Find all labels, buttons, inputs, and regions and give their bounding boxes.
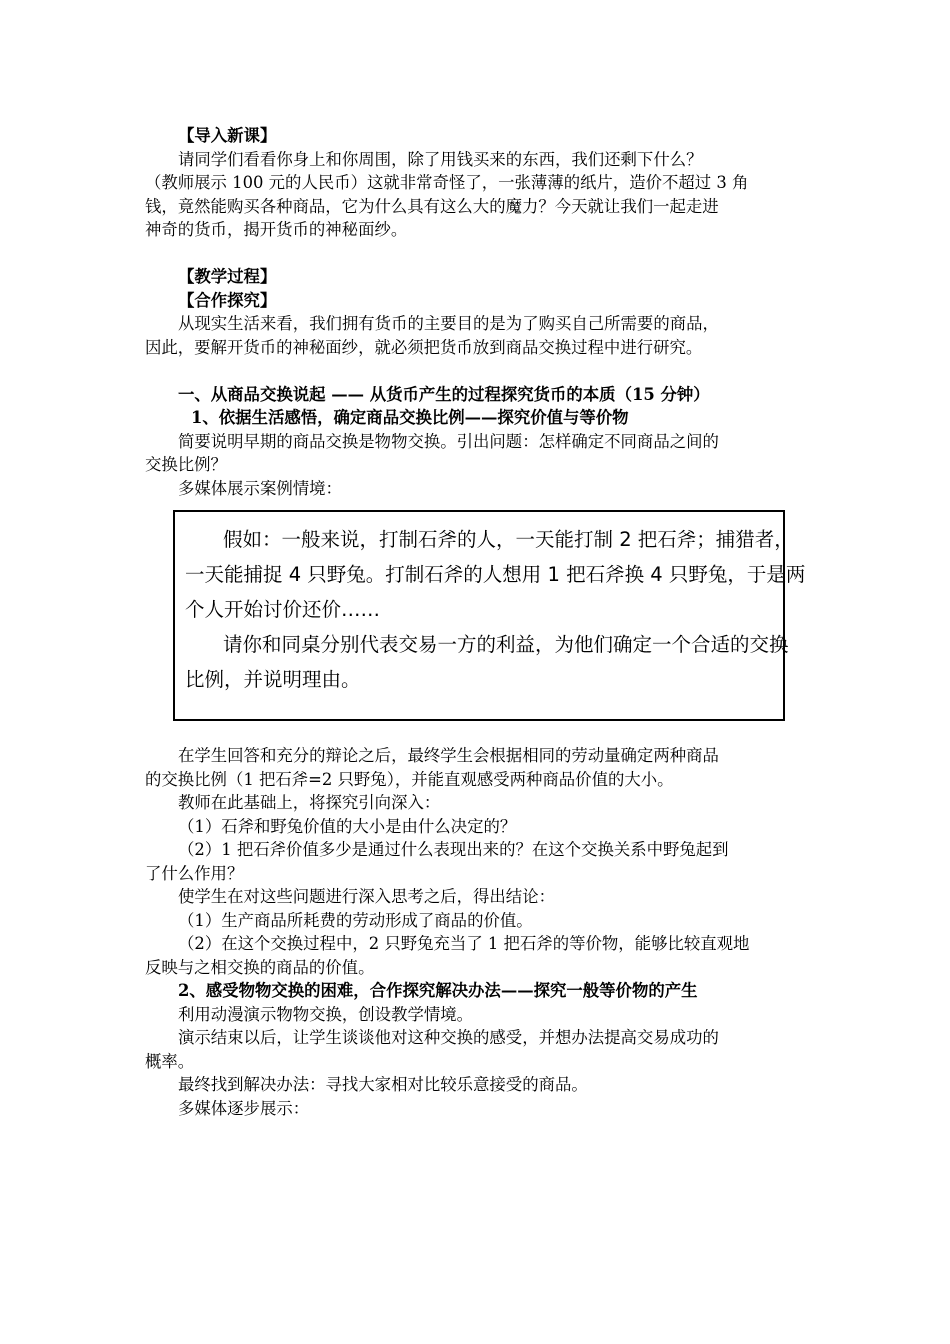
case-line: 个人开始讨价还价…… (185, 598, 381, 621)
paragraph-line: 使学生在对这些问题进行深入思考之后，得出结论： (178, 887, 555, 906)
case-line: 请你和同桌分别代表交易一方的利益，为他们确定一个合适的交换 (223, 633, 789, 656)
paragraph-line: 在学生回答和充分的辩论之后，最终学生会根据相同的劳动量确定两种商品 (178, 746, 719, 765)
paragraph-line: 神奇的货币，揭开货币的神秘面纱。 (145, 220, 408, 239)
conclusion-line: （1）生产商品所耗费的劳动形成了商品的价值。 (178, 910, 533, 930)
paragraph-line: 交换比例？ (145, 455, 227, 474)
discussion-block (145, 744, 810, 1120)
document-page (145, 124, 810, 1120)
conclusion-line: （2）在这个交换过程中，2 只野兔充当了 1 把石斧的等价物，能够比较直观地 (178, 934, 750, 953)
subsection-title-1: 1、依据生活感悟，确定商品交换比例——探究价值与等价物 (191, 408, 629, 427)
paragraph-line: 多媒体展示案例情境： (178, 478, 342, 498)
paragraph-line: 了什么作用？ (145, 863, 244, 883)
paragraph-line: 反映与之相交换的商品的价值。 (145, 957, 375, 977)
paragraph-line: 因此，要解开货币的神秘面纱，就必须把货币放到商品交换过程中进行研究。 (145, 337, 703, 357)
case-line: 比例，并说明理由。 (185, 668, 361, 691)
process-subheading: 【合作探究】 (178, 290, 277, 310)
question-line: （2）1 把石斧价值多少是通过什么表现出来的？在这个交换关系中野兔起到 (178, 840, 729, 859)
paragraph-line: 演示结束以后，让学生谈谈他对这种交换的感受，并想办法提高交易成功的 (178, 1028, 719, 1047)
intro-heading: 【导入新课】 (178, 126, 277, 145)
paragraph-line: 教师在此基础上，将探究引向深入： (178, 793, 441, 812)
spacer (145, 359, 810, 383)
paragraph-line: 从现实生活来看，我们拥有货币的主要目的是为了购买自己所需要的商品， (178, 314, 719, 333)
case-line: 一天能捕捉 4 只野兔。打制石斧的人想用 1 把石斧换 4 只野兔，于是两 (185, 563, 806, 586)
paragraph-line: （教师展示 100 元的人民币）这就非常奇怪了，一张薄薄的纸片，造价不超过 3 角 (145, 173, 749, 192)
paragraph-line: 概率。 (145, 1051, 195, 1071)
paragraph-line: 利用动漫演示物物交换，创设教学情境。 (178, 1004, 474, 1024)
paragraph-line: 请同学们看看你身上和你周围，除了用钱买来的东西，我们还剩下什么？ (178, 149, 703, 169)
paragraph-line: 钱，竟然能购买各种商品，它为什么具有这么大的魔力？今天就让我们一起走进 (145, 196, 719, 216)
section-title: 一、从商品交换说起 —— 从货币产生的过程探究货币的本质（15 分钟） (178, 384, 710, 404)
subsection-title-2: 2、感受物物交换的困难，合作探究解决办法——探究一般等价物的产生 (178, 981, 698, 1000)
paragraph-line: 的交换比例（1 把石斧=2 只野兔），并能直观感受两种商品价值的大小。 (145, 769, 674, 789)
process-heading: 【教学过程】 (178, 267, 277, 286)
paragraph-line: 多媒体逐步展示： (178, 1098, 310, 1118)
spacer (145, 242, 810, 266)
paragraph-line: 简要说明早期的商品交换是物物交换。引出问题：怎样确定不同商品之间的 (178, 431, 719, 451)
question-line: （1）石斧和野兔价值的大小是由什么决定的？ (178, 816, 517, 836)
paragraph-line: 最终找到解决办法：寻找大家相对比较乐意接受的商品。 (178, 1075, 588, 1094)
case-scenario-box (173, 510, 806, 721)
case-line: 假如：一般来说，打制石斧的人，一天能打制 2 把石斧；捕猎者， (223, 528, 794, 551)
